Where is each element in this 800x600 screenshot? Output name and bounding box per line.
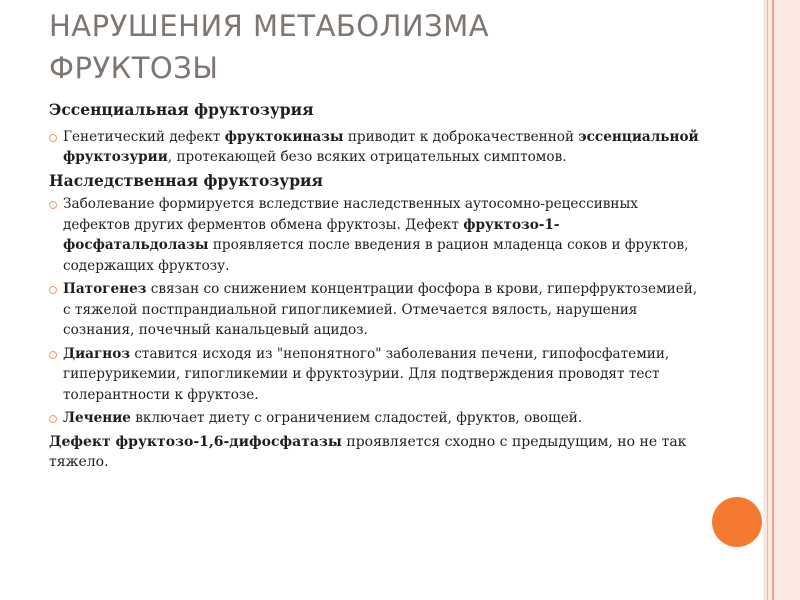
bullet-icon xyxy=(49,415,57,423)
list-item: Генетический дефект фруктокиназы приводит к доброкачественной эссенциальной фруктозурии, протекающей безо всяких отрицательных симптомов. xyxy=(49,127,699,168)
section-heading-hereditary: Наследственная фруктозурия xyxy=(49,170,323,190)
slide-edge-rule xyxy=(767,0,768,600)
decorative-circle xyxy=(712,497,762,547)
title-line-2: ФРУКТОЗЫ xyxy=(49,51,219,85)
list-item: Диагноз ставится исходя из "непонятного" заболевания печени, гипофосфатемии, гиперурикемии, гипогликемии и фруктозурии. Для подтверждения проводят тест толерантности к фруктозе. xyxy=(49,344,699,406)
slide-title xyxy=(49,5,739,89)
slide-edge-rule xyxy=(772,0,774,600)
bullet-icon xyxy=(49,134,57,142)
slide-edge-band xyxy=(763,0,800,600)
list-item: Лечение включает диету с ограничением сладостей, фруктов, овощей. xyxy=(49,408,699,429)
list-item: Патогенез связан со снижением концентрации фосфора в крови, гиперфруктоземией, с тяжелой постпрандиальной гипогликемией. Отмечается вялость, нарушения сознания, почечный канальцевый ацидоз. xyxy=(49,279,699,341)
slide-body xyxy=(49,100,699,473)
bullet-icon xyxy=(49,286,57,294)
closing-paragraph: Дефект фруктозо-1,6-дифосфатазы проявляется сходно с предыдущим, но не так тяжело. xyxy=(49,433,687,470)
bullet-icon xyxy=(49,201,57,209)
list-item: Заболевание формируется вследствие наследственных аутосомно-рецессивных дефектов других ферментов обмена фруктозы. Дефект фруктозо-1-фосфатальдолазы проявляется после введения в рацион младенца соков и фруктов, содержащих фруктозу. xyxy=(49,194,699,276)
title-line-1: НАРУШЕНИЯ МЕТАБОЛИЗМА xyxy=(49,9,490,43)
bullet-icon xyxy=(49,351,57,359)
section-heading-essential: Эссенциальная фруктозурия xyxy=(49,100,314,119)
